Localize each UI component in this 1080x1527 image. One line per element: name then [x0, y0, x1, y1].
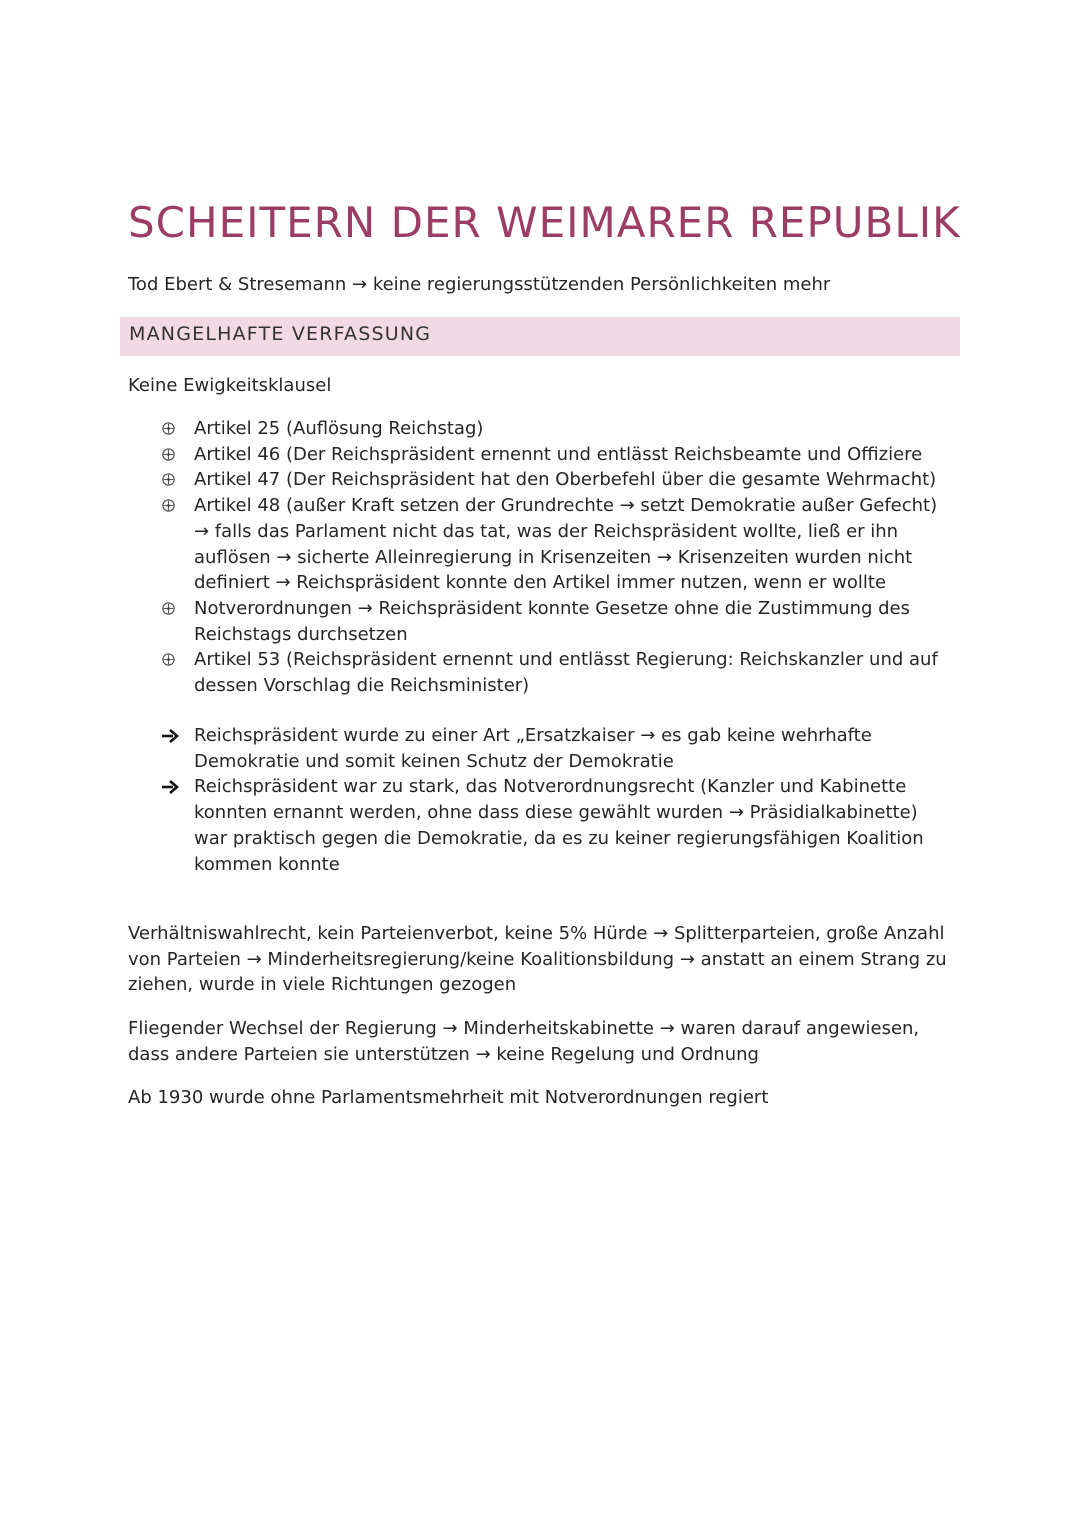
flower-bullet-icon	[162, 473, 175, 486]
article-text: Artikel 47 (Der Reichspräsident hat den Oberbefehl über die gesamte Wehrmacht)	[194, 469, 937, 491]
government-change-paragraph: Fliegender Wechsel der Regierung → Minderheitskabinette → waren darauf angewiesen, dass andere Parteien sie unterstützen → keine Regelung und Ordnung	[128, 1018, 920, 1065]
list-item	[156, 723, 956, 774]
list-item	[156, 774, 956, 877]
arrow-right-icon	[160, 727, 180, 745]
electoral-law-paragraph: Verhältniswahlrecht, kein Parteienverbot, keine 5% Hürde → Splitterparteien, große Anzahl von Parteien → Minderheitsregierung/keine Koalitionsbildung → anstatt an einem Strang zu ziehen, wurde in viele Richtungen gezogen	[128, 923, 947, 996]
conclusion-list	[156, 723, 956, 877]
list-item	[156, 493, 956, 596]
list-item	[156, 647, 956, 698]
since-1930-paragraph: Ab 1930 wurde ohne Parlamentsmehrheit mit Notverordnungen regiert	[128, 1087, 769, 1108]
flower-bullet-icon	[162, 499, 175, 512]
list-item	[156, 596, 956, 647]
arrow-right-icon	[160, 778, 180, 796]
list-item	[156, 442, 956, 468]
flower-bullet-icon	[162, 422, 175, 435]
list-item	[156, 416, 956, 442]
flower-bullet-icon	[162, 448, 175, 461]
flower-bullet-icon	[162, 602, 175, 615]
list-item	[156, 467, 956, 493]
article-text: Artikel 48 (außer Kraft setzen der Grundrechte → setzt Demokratie außer Gefecht) → falls das Parlament nicht das tat, was der Reichspräsident wollte, ließ er ihn auflösen → sicherte Alleinregierung in Krisenzeiten → Krisenzeiten wurden nicht definiert → Reichspräsident konnte den Artikel immer nutzen, wenn er wollte	[194, 495, 938, 594]
flower-bullet-icon	[162, 653, 175, 666]
section-header	[120, 317, 960, 356]
page-title: SCHEITERN DER WEIMARER REPUBLIK	[128, 198, 961, 247]
conclusion-text: Reichspräsident wurde zu einer Art „Ersatzkaiser → es gab keine wehrhafte Demokratie und somit keinen Schutz der Demokratie	[194, 725, 872, 772]
no-eternity-clause-text: Keine Ewigkeitsklausel	[128, 375, 332, 396]
article-text: Artikel 53 (Reichspräsident ernennt und entlässt Regierung: Reichskanzler und auf dessen Vorschlag die Reichsminister)	[194, 649, 938, 697]
intro-text: Tod Ebert & Stresemann → keine regierungsstützenden Persönlichkeiten mehr	[128, 274, 831, 295]
article-list	[156, 416, 956, 699]
article-text: Notverordnungen → Reichspräsident konnte Gesetze ohne die Zustimmung des Reichstags durchsetzen	[194, 597, 911, 645]
section-title: MANGELHAFTE VERFASSUNG	[129, 323, 432, 345]
article-text: Artikel 25 (Auflösung Reichstag)	[194, 418, 484, 439]
article-text: Artikel 46 (Der Reichspräsident ernennt und entlässt Reichsbeamte und Offiziere	[194, 443, 923, 465]
conclusion-text: Reichspräsident war zu stark, das Notverordnungsrecht (Kanzler und Kabinette konnten ernannt werden, ohne dass diese gewählt wurden → Präsidialkabinette) war praktisch gegen die Demokratie, da es zu keiner regierungsfähigen Koalition kommen konnte	[194, 776, 924, 875]
